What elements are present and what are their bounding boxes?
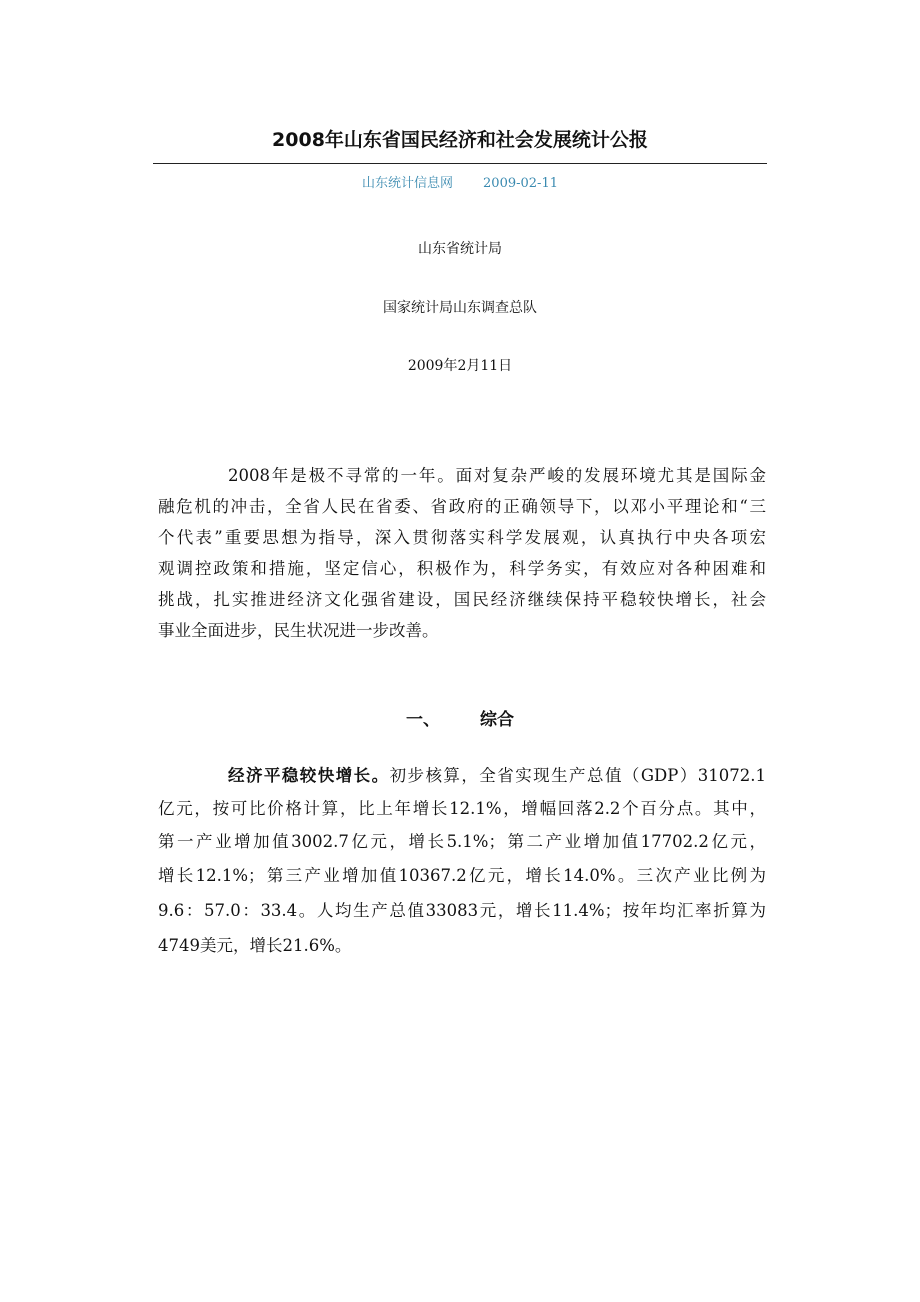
para2-line: 亿元，按可比价格计算，比上年增长12.1%，增幅回落2.2个百分点。其中，: [158, 799, 766, 818]
intro-line: 事业全面进步，民生状况进一步改善。: [158, 621, 439, 640]
para2-line: 9.6：57.0：33.4。人均生产总值33083元，增长11.4%；按年均汇率折算为: [158, 901, 766, 920]
intro-line: 观调控政策和措施，坚定信心，积极作为，科学务实，有效应对各种困难和: [158, 559, 766, 578]
section-heading: [0, 705, 920, 730]
intro-line: 融危机的冲击，全省人民在省委、省政府的正确领导下，以邓小平理论和“三: [158, 497, 766, 516]
document-title: 2008年山东省国民经济和社会发展统计公报: [272, 129, 648, 151]
section-number: 一、: [406, 710, 440, 730]
issuer-2: 国家统计局山东调查总队: [383, 300, 537, 316]
intro-line: 个代表”重要思想为指导，深入贯彻落实科学发展观，认真执行中央各项宏: [158, 528, 766, 547]
publish-date: 2009-02-11: [483, 176, 558, 191]
para2-lead: 经济平稳较快增长。: [228, 766, 390, 785]
para2-line: 4749美元，增长21.6%。: [158, 936, 352, 955]
para2-line: 第一产业增加值3002.7亿元，增长5.1%；第二产业增加值17702.2亿元，: [158, 832, 766, 851]
intro-line: 2008年是极不寻常的一年。面对复杂严峻的发展环境尤其是国际金: [228, 466, 766, 485]
section-title: 综合: [480, 710, 514, 730]
source-link[interactable]: 山东统计信息网: [362, 176, 454, 191]
issuer-1: 山东省统计局: [418, 241, 502, 257]
para2-line: [228, 762, 766, 786]
para2-line: 增长12.1%；第三产业增加值10367.2亿元，增长14.0%。三次产业比例为: [158, 866, 766, 885]
issue-date: 2009年2月11日: [407, 358, 513, 374]
source-meta: [0, 172, 920, 191]
title-divider: [153, 163, 767, 164]
para2-first-rest: 初步核算，全省实现生产总值（GDP）31072.1: [389, 766, 767, 785]
intro-line: 挑战，扎实推进经济文化强省建设，国民经济继续保持平稳较快增长，社会: [158, 590, 766, 609]
